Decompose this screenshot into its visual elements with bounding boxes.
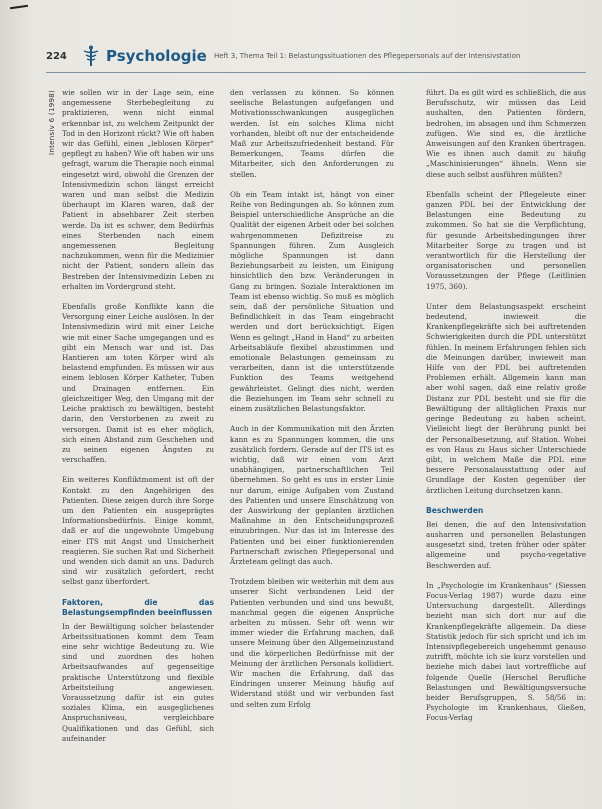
section-heading: Faktoren, die das Belastungsempfinden beeinflussen	[62, 597, 214, 617]
paragraph: Ob ein Team intakt ist, hängt von einer Reihe von Bedingungen ab. So können zum Beispiel unterschiedliche Ansprüche an die Qualität der eigenen Arbeit oder bei solchen wahrgenommenen Defizitreise zu Spannungen führen. Zum Ausgleich mögliche Spannungen ist dann Beziehungsarbeit zu leisten, um Einigung hinsichtlich den bzw. Veränderungen in Gang zu bringen. Soziale Interaktionen im Team ist ebenso wichtig. So muß es möglich sein, daß der persönliche Situation und Befindlichkeit in das Team eingebracht werden und dort berücksichtigt. Eigen Wenn es gelingt „Hand in Hand“ zu arbeiten Arbeitsabläufe flexibel abzustimmen und emotionale Belastungen gemeinsam zu verarbeiten, dann ist die unterstützende Funktion des Teams weitgehend gewährleistet. Gelingt dies nicht, werden die Beziehungen im Team sehr schnell zu einem zusätzlichen Belastungsfaktor.	[230, 189, 394, 414]
paragraph: Ebenfalls große Konflikte kann die Versorgung einer Leiche auslösen. In der Intensivmedizin wird mit einer Leiche wie mit einer Sache umgegangen und es gibt ein Mensch war und ist. Das Hantieren am toten Körper wird als belastend empfunden. Es müssen wir aus einem leblosen Körper Katheter, Tuben und Drainagen entfernen. Ein gleichzeitiger Weg, den Umgang mit der Leiche praktisch zu bewältigen, besteht darin, den Verstorbenen zu zweit zu versorgen. Damit ist es eher möglich, sich einen Abstand zum Geschehen und zu seinen eigenen Ängsten zu verschaffen.	[62, 302, 214, 465]
header-rule	[46, 72, 586, 73]
paragraph: In der Bewältigung solcher belastender Arbeitssituationen kommt dem Team eine sehr wichtige Bedeutung zu. Wie sind und zuordnen des hohen Arbeitsaufwandes auf gegenseitige praktische Unterstützung und flexible Arbeitsteilung angewiesen. Voraussetzung dafür ist ein gutes soziales Klima, ein ausgeglichenes Anspruchsniveau, vergleichbare Qualifikationen und das Gefühl, sich aufeinander	[62, 621, 214, 743]
paragraph: In „Psychologie im Krankenhaus“ (Siessen Focus-Verlag 1987) wurde dazu eine Untersuchung dargestellt. Allerdings bezieht man sich dort nur auf die Krankenpflegekräfte allgemein. Da diese Statistik jedoch für sich spricht und ich im Intensivpflegebereich ungehemmt genauso zutrifft, möchte ich sie kurz vorstellen und beziehe mich dabei laut vortreffliche auf folgende Quelle (Herschel Berufliche Belastungen und Bewältigungsversuche beider Berufsgruppen, S. 58/56 in: Psychologie im Krankenhaus, Gießen, Focus-Verlag	[426, 580, 586, 723]
page-header	[46, 45, 586, 71]
page-number: 224	[46, 51, 67, 62]
paragraph: Ein weiteres Konfliktmoment ist oft der Kontakt zu den Angehörigen des Patienten. Diese zeigen durch ihre Sorge um den Patienten ein ausgeprägtes Informationsbedürfnis. Einige kommt, daß er auf die ungewohnte Umgebung einer ITS mit Angst und Unsicherheit reagieren. Sie suchen Rat und Sicherheit und wenden sich damit an uns. Dadurch sind wir zusätzlich gefordert, recht selbst ganz überfordert.	[62, 475, 214, 587]
journal-brand: Psychologie	[106, 47, 207, 65]
paragraph: Ebenfalls scheint der Pflegeleute einer ganzen PDL bei der Entwicklung der Belastungen eine Bedeutung zu zukommen. So hat sie die Verpflichtung, für gesunde Arbeitsbedingungen ihrer Mitarbeiter Sorge zu tragen und ist verantwortlich für die Herstellung der organisatorischen und personellen Voraussetzungen der Pflege (Leitlinien 1975, 360).	[426, 189, 586, 291]
paragraph: führt. Da es gilt wird es schließlich, die aus Berufsschutz, wir müssen das Leid aushalten, den Patienten fördern, bedrohen, im absagen und ihm Schmerzen zufügen. Wie sind es, die ärztliche Anweisungen auf den Kranken übertragen. Wie es ihnen auch damit zu häufig „Maschinisierungen“ ähneln. Wenn sie diese auch selbst ausführen müßten?	[426, 88, 586, 179]
caduceus-logo-icon	[82, 45, 100, 67]
text-column-2	[230, 88, 394, 796]
header-subtitle: Heft 3, Thema Teil 1: Belastungssituationen des Pflegepersonals auf der Intensivstation	[214, 52, 521, 60]
paragraph: den verlassen zu können. So können seelische Belastungen aufgefangen und Motivationsschwankungen ausgeglichen werden. Ist ein solches Klima nicht vorhanden, bleibt oft nur der entscheidende Maß zur Arbeitszufriedenheit bestand. Für Bemerkungen, Teams dürfen die Mitarbeiter, sich den Anforderungen zu stellen.	[230, 88, 394, 179]
section-heading: Beschwerden	[426, 505, 484, 515]
text-column-1	[62, 88, 214, 796]
paragraph: Bei denen, die auf den Intensivstation ausharren und personellen Belastungen ausgesetzt sind, treten früher oder später allgemeine und psycho-vegetative Beschwerden auf.	[426, 519, 586, 570]
paragraph: Unter dem Belastungsaspekt erscheint bedeutend, inwieweit die Krankenpflegekräfte sich bei auftretenden Schwierigkeiten durch die PDL unterstützt fühlen. In meinem Erfahrungen fehlen sich die Meinungen darüber, inwieweit man Hilfe von der PDL bei auftretenden Problemen erhält. Allgemein kann man aber wohl sagen, daß eine relativ große Distanz zur PDL besteht und sie für die Bewältigung der alltäglichen Praxis nur geringe Bedeutung zu haben scheint. Vielleicht liegt der Berührung punkt bei der Personalbesetzung, auf Station. Wobei es von Haus zu Haus sicher Unterschiede gibt, in welchem Maße die PDL eine bessere Personalausstattung oder auf Grundlage der Kosten gegenüber der ärztlichen Leitung durchsetzen kann.	[426, 301, 586, 495]
paragraph: Auch in der Kommunikation mit den Ärzten kann es zu Spannungen kommen, die uns zusätzlich fordern. Gerade auf der ITS ist es wichtig, daß wir einen vom Arzt unabhängigen, partnerschaftlichen Teil übernehmen. So geht es uns in erster Linie nur darum, einige Aufgaben vom Zustand des Patienten und unsere Einschätzung von der Auswirkung der geplanten ärztlichen Maßnahme in den Entscheidungsprozeß einzubringen. Nur das ist im Interesse des Patienten und bei einer funktionierenden Partnerschaft zwischen Pflegepersonal und Ärzteteam gelingt das auch.	[230, 424, 394, 566]
paragraph: wie sollen wir in der Lage sein, eine angemessene Sterbebegleitung zu praktizieren, wenn nicht einmal erkennbar ist, zu welchem Zeitpunkt der Tod in den Horizont rückt? Wie oft haben wir das Gefühl, einen „leblosen Körper“ gepflegt zu haben? Wie oft haben wir uns gefragt, warum die Therapie noch einmal eingesetzt wird, obwohl die Grenzen der Intensivmedizin schon längst erreicht waren und man selbst die Medizin überhaupt im Klaren waren, daß der Patient in absehbarer Zeit sterben werde. Da ist es schwer, dem Bedürfnis eines Sterbenden nach einem angemessenen Begleitung nachzukommen, wenn für die Medizinier nicht der Patient, sondern allein das Bestreben der Intensivmedizin Leben zu erhalten im Vordergrund steht.	[62, 88, 214, 291]
text-column-3	[426, 88, 586, 796]
paragraph: Trotzdem bleiben wir weiterhin mit dem aus unserer Sicht verbundenen Leid der Patienten verbunden und sind uns bewußt, manchmal gegen die eigenen Ansprüche arbeiten zu müssen. Sehr oft wenn wir immer wieder die Erfahrung machen, daß unsere Meinung über den Allgemeinzustand und die körperlichen Bedürfnisse mit der Meinung der ärztlichen Personals kollidiert. Wir machen die Erfahrung, daß das Eindringen unserer Meinung häufig auf Widerstand stößt und wir verbunden fast und selten zum Erfolg	[230, 577, 394, 709]
side-reference: Intensiv 6 (1998)	[48, 90, 56, 156]
corner-mark	[10, 5, 28, 9]
